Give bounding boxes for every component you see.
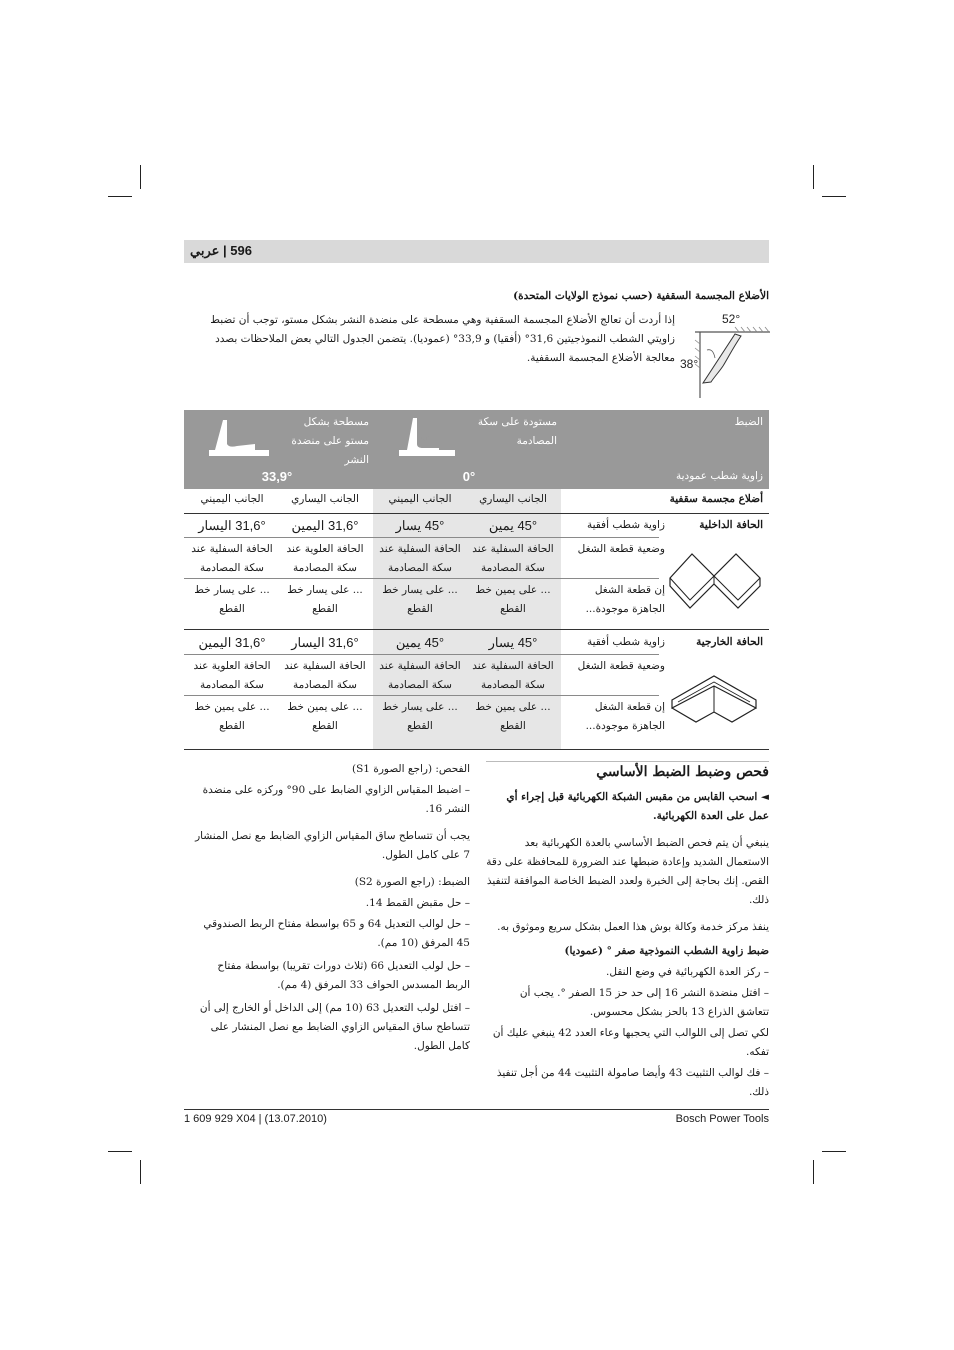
inner-pos-a-right: الحافة السفلية عند سكة المصادمة [379,543,461,574]
small-angle-label: 52° [421,437,431,443]
inner-fin-a-right: ... على يسار خط القطع [382,584,458,615]
header-group-a: مستودة على سكة المصادمة [477,416,557,447]
outer-angle-a-left: 45° يسار [488,635,538,650]
intro-paragraph: إذا أردت أن تعالج الأضلاع المجسمة السقفية وهي مسطحة على منضدة النشر بشكل مستو، توجب أن تضبط زاويتي الشطب النموذجيتين 31,6° (أفقيا) و 33,9° (عموديا). يتضمن الجدول التالي بعض الملاحظات بصدد معالجة الأضلاع المجسمة السقفية. [210,314,675,364]
crop-mark [822,1151,846,1152]
inner-sub-position: وضعية قطعة الشغل [577,543,665,555]
row-head-label: أضلاع مجسمة سقفية [669,493,763,505]
body-paragraph: ينبغي أن يتم فحص الضبط الأساسي بالعدة الكهربائية بعد الاستعمال الشديد وإعادة ضبطها عند الضرورة للمحافظة على دقة القص. إنك بحاجة إلى الخبرة ولعدد الضبط الخاصة الموافقة لتنفيذ ذلك. [486,837,769,906]
vertical-bevel-label: زاوية شطب عمودية [676,470,763,482]
flat-cut-icon [209,414,269,461]
inner-angle-b-left: 31,6° اليمين [291,518,359,533]
inner-fin-b-right: ... على يسار خط القطع [194,584,270,615]
outer-corner-image [666,662,764,735]
vertical-angle-a: 0° [462,469,476,484]
page-number-label: 596 | عربي [190,243,252,258]
basic-adjustment-section [486,760,769,1110]
body-paragraph: يجب أن تتساطح ساق المقياس الزاوي الضابط مع نصل المنشار 7 على كامل الطول. [195,830,470,861]
vertical-angle-b: 33,9° [261,469,293,484]
inner-angle-a-left: 45° يمين [488,518,538,533]
inner-pos-b-left: الحافة العلوية عند سكة المصادمة [286,543,364,574]
inner-fin-b-left: ... على يسار خط القطع [287,584,363,615]
list-item: – حل لولب التعديل 66 (ثلاث دورات تقريبا) بواسطة مفتاح الربط المسدس الحواف 33 المرفق (4 مم). [217,960,470,991]
crop-mark [140,1160,141,1184]
outer-sub-angle: زاوية شطب أفقية [586,636,665,648]
outer-fin-b-right: ... على يمين خط القطع [194,701,270,732]
footer-brand: Bosch Power Tools [675,1113,769,1125]
list-item: – فك لوالب التثبيت 43 وأيضا صامولة التثبيت 44 من أجل تنفيذ ذلك. [496,1067,769,1098]
inner-sub-angle: زاوية شطب أفقية [586,519,665,531]
list-item: – ركز العدة الكهربائية في وضع النقل. [606,966,769,978]
outer-fin-a-left: ... على يمين خط القطع [475,701,551,732]
outer-fin-a-right: ... على يسار خط القطع [382,701,458,732]
outer-pos-b-right: الحافة العلوية عند سكة المصادمة [193,660,271,691]
inner-edge-label: الحافة الداخلية [699,519,763,531]
angle-52-label: 52° [722,312,741,326]
outer-sub-finished: إن قطعة الشغل الجاهزة موجودة... [585,701,665,732]
side-left-a: الجانب اليساري [479,493,547,505]
section-heading: فحص وضبط الضبط الأساسي [596,764,769,780]
side-left-b: الجانب اليساري [291,493,359,505]
inner-pos-b-right: الحافة السفلية عند سكة المصادمة [191,543,273,574]
adjust-label: الضبط: (راجع الصورة S2) [354,876,470,888]
list-item: – افتل منضدة النشر 16 إلى حد حز 15 الصفر °. يجب أن تتعاشق الذراع 13 بالحز بشكل محسوس. [519,987,769,1018]
outer-fin-b-left: ... على يمين خط القطع [287,701,363,732]
inner-corner-image [666,542,764,615]
crop-mark [140,165,141,189]
list-item: – حل مقبض القمط 14. [365,897,470,909]
inner-sub-finished: إن قطعة الشغل الجاهزة موجودة... [585,584,665,615]
header-group-b: مسطحة بشكل مستو على منضدة النشر [291,416,369,466]
inner-angle-a-right: 45° يسار [395,518,445,533]
warning-note: ◄ اسحب القابس من مقبس الشبكة الكهربائية قبل إجراء أي عمل على العدة الكهربائية. [506,791,769,822]
footer-rule [184,1109,769,1110]
crop-mark [813,165,814,189]
outer-edge-label: الحافة الخارجية [696,636,763,648]
outer-angle-b-right: 31,6° اليمين [198,635,266,650]
crown-molding-table [184,410,769,750]
outer-sub-position: وضعية قطعة الشغل [577,660,665,672]
sub-heading: ضبط زاوية الشطب النموذجية صفر ° (عموديا) [564,945,769,957]
outer-angle-a-right: 45° يمين [395,635,445,650]
footer-doc-number: 1 609 929 X04 | (13.07.2010) [184,1113,327,1125]
inner-angle-b-right: 31,6° اليسار [198,518,266,533]
page-header-bar [184,240,769,263]
crop-mark [108,1151,132,1152]
outer-pos-a-left: الحافة السفلية عند سكة المصادمة [472,660,554,691]
body-paragraph: ينفذ مركز خدمة وكالة بوش هذا العمل بشكل سريع وموثوق به. [497,921,769,933]
upright-cut-icon [399,414,459,461]
outer-pos-a-right: الحافة السفلية عند سكة المصادمة [379,660,461,691]
check-adjust-section [190,760,470,1064]
crop-mark [822,196,846,197]
crop-mark [813,1160,814,1184]
side-right-a: الجانب اليميني [388,493,452,505]
header-setting-label: الضبط [734,416,763,428]
crop-mark [108,196,132,197]
body-paragraph: لكي تصل إلى اللوالب التي يحجبها وعاء العدد 42 ينبغي عليك أن تفكه. [492,1027,769,1058]
list-item: – اضبط المقياس الزاوي الضابط على 90° وركزه على منضدة النشر 16. [202,784,470,815]
section-title: الأضلاع المجسمة السقفية (حسب نموذج الولايات المتحدة) [513,290,769,302]
list-item: – افتل لولب التعديل 63 (10 مم) إلى الداخل أو الخارج إلى أن تتساطح ساق المقياس الزاوي الضابط مع نصل المنشار على كامل الطول. [199,1002,470,1052]
check-label: الفحص: (راجع الصورة S1) [352,763,470,775]
outer-pos-b-left: الحافة السفلية عند سكة المصادمة [284,660,366,691]
crown-molding-angle-figure [675,310,770,403]
inner-fin-a-left: ... على يمين خط القطع [475,584,551,615]
inner-pos-a-left: الحافة السفلية عند سكة المصادمة [472,543,554,574]
outer-angle-b-left: 31,6° اليسار [291,635,359,650]
angle-38-label: 38° [680,357,699,371]
side-right-b: الجانب اليميني [200,493,264,505]
list-item: – حل لوالب التعديل 64 و 65 بواسطة مفتاح الربط الصندوقي 45 المرفق (10 مم). [203,918,470,949]
